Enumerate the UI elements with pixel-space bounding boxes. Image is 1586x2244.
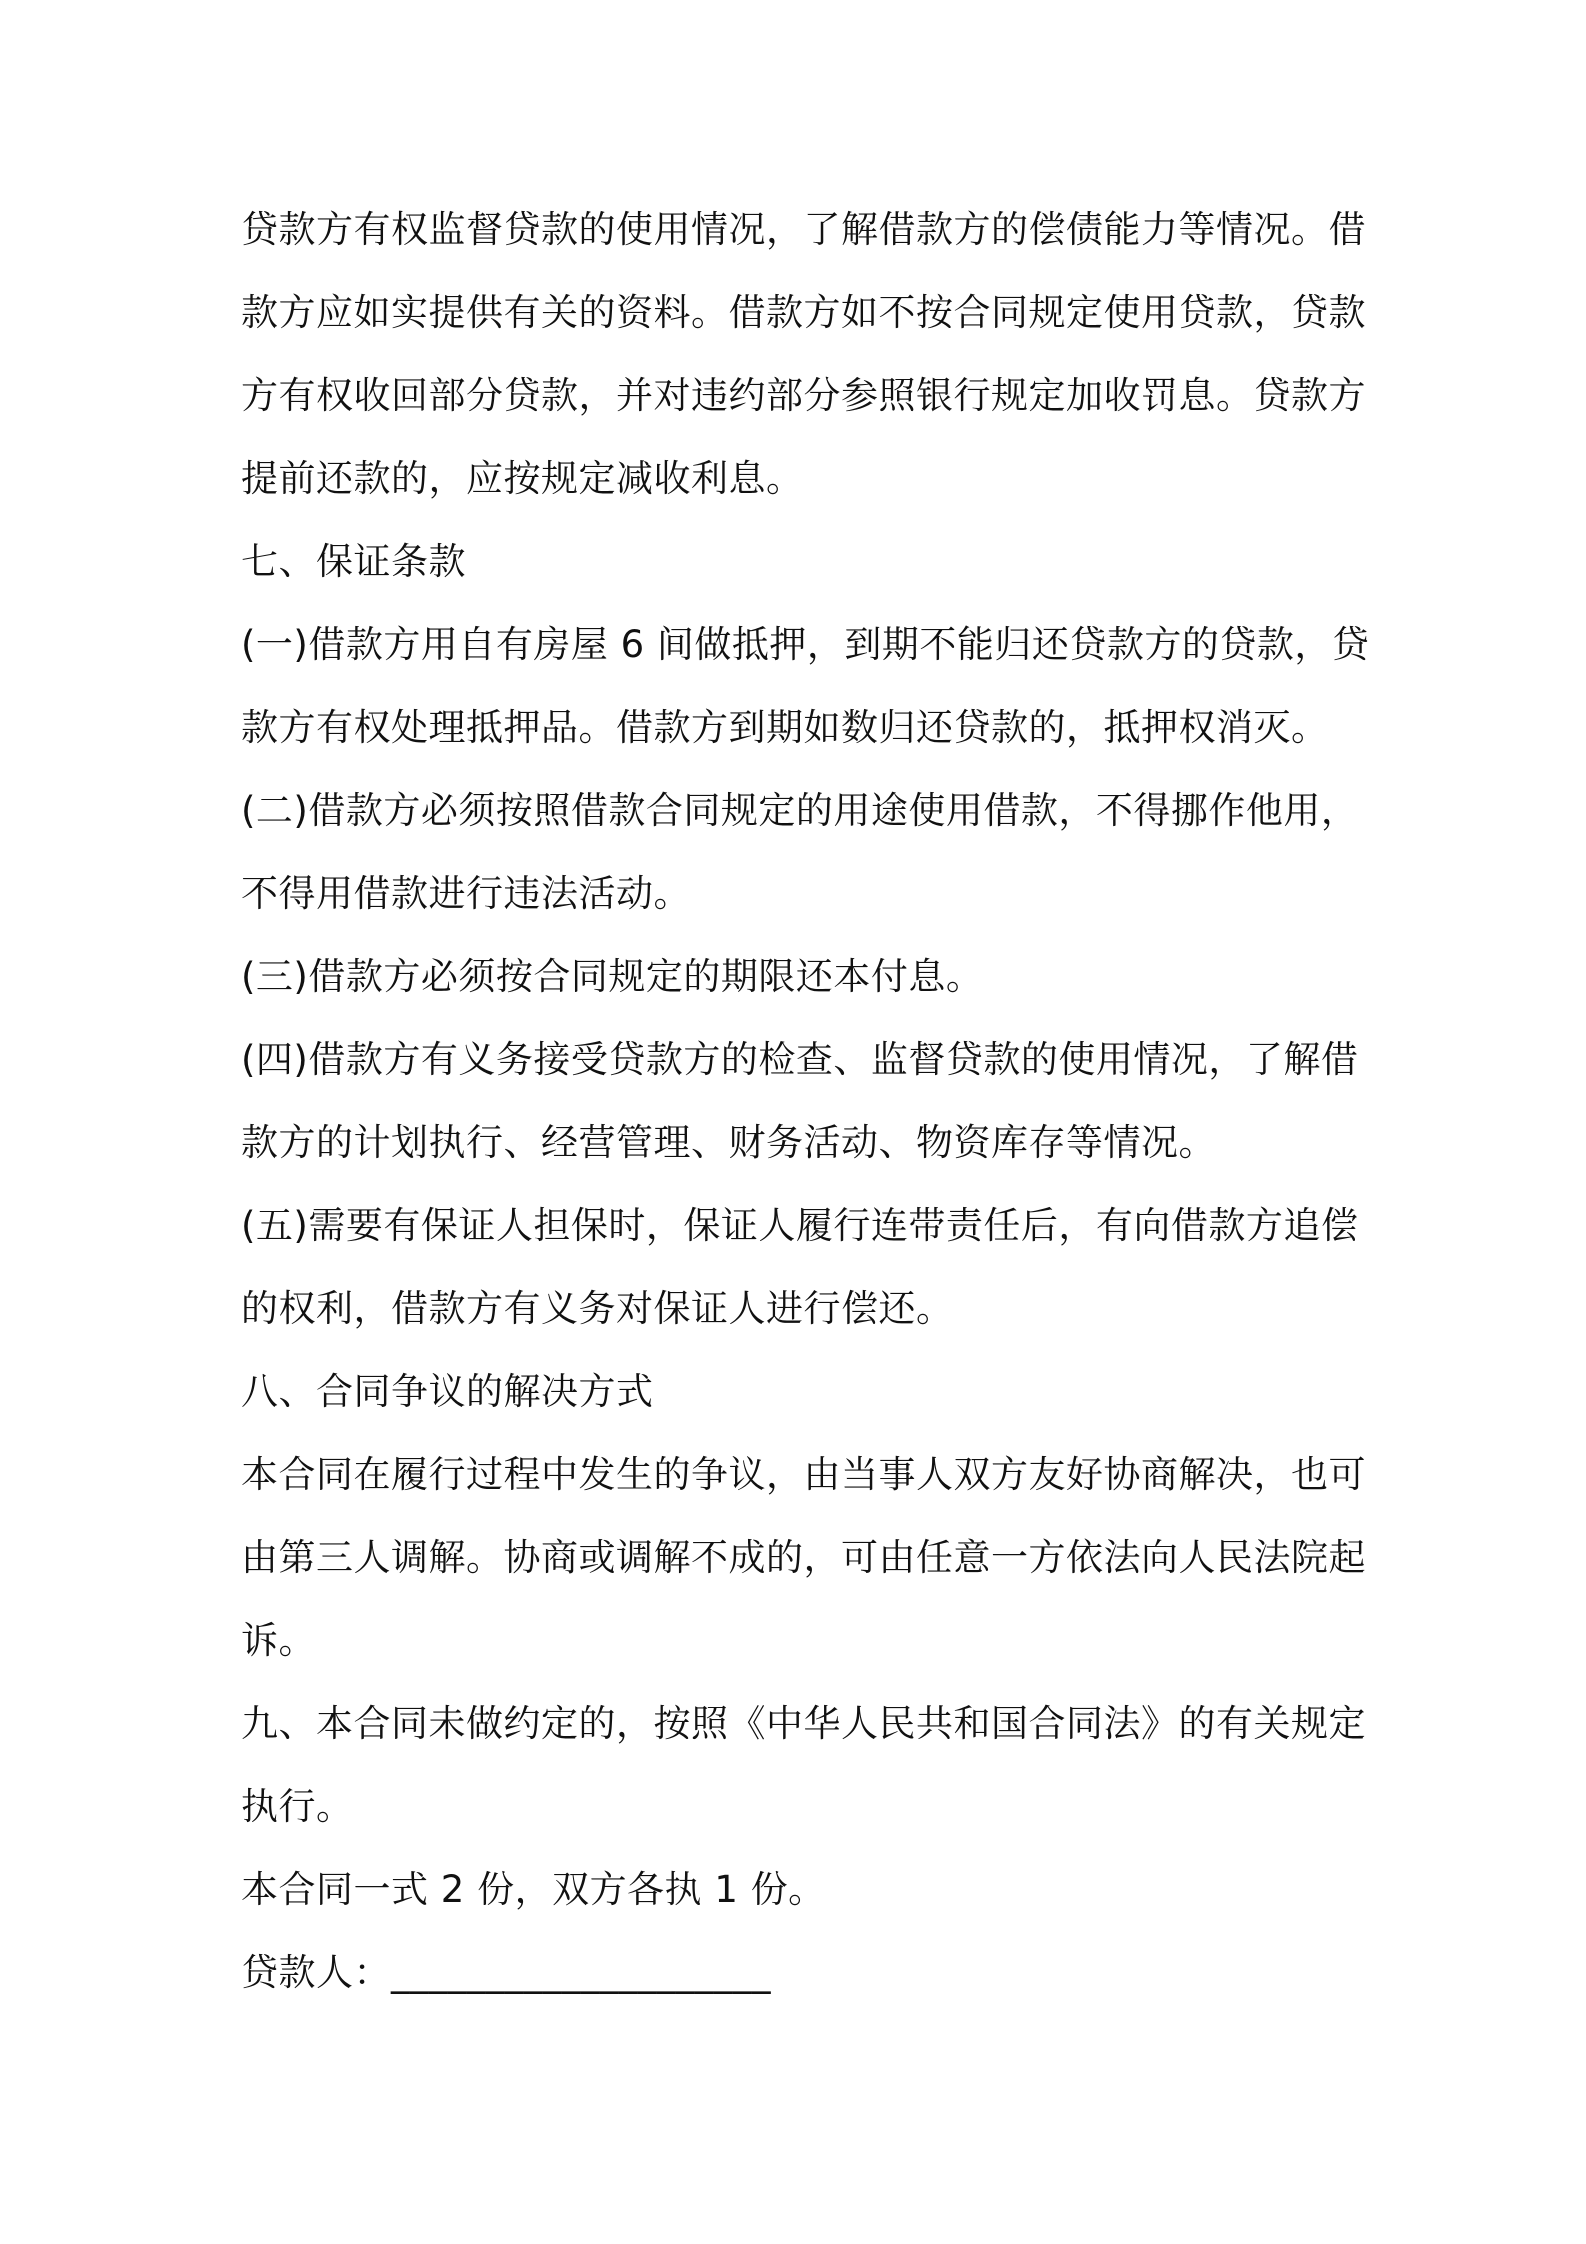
text-line: 不得用借款进行违法活动。 [241,872,691,915]
text-line: 的权利，借款方有义务对保证人进行偿还。 [241,1287,954,1330]
section-heading: 八、合同争议的解决方式 [241,1370,654,1413]
text-line: (二)借款方必须按照借款合同规定的用途使用借款，不得挪作他用， [241,789,1359,832]
text-line: 九、本合同未做约定的，按照《中华人民共和国合同法》的有关规定 [241,1702,1366,1745]
text-line: 由第三人调解。协商或调解不成的，可由任意一方依法向人民法院起 [241,1536,1366,1579]
text-line: (五)需要有保证人担保时，保证人履行连带责任后，有向借款方追偿 [241,1204,1359,1247]
text-line: 本合同一式 2 份，双方各执 1 份。 [241,1868,826,1911]
text-line: (四)借款方有义务接受贷款方的检查、监督贷款的使用情况，了解借 [241,1038,1359,1081]
text-line: 方有权收回部分贷款，并对违约部分参照银行规定加收罚息。贷款方 [241,374,1366,417]
signature-line-lender: 贷款人：____________________ [241,1951,771,1994]
text-line: 执行。 [241,1785,354,1828]
text-line: 本合同在履行过程中发生的争议，由当事人双方友好协商解决，也可 [241,1453,1366,1496]
text-line: 贷款方有权监督贷款的使用情况，了解借款方的偿债能力等情况。借 [241,208,1366,251]
text-line: 诉。 [241,1619,316,1662]
text-line: 款方应如实提供有关的资料。借款方如不按合同规定使用贷款，贷款 [241,291,1366,334]
text-line: 款方的计划执行、经营管理、财务活动、物资库存等情况。 [241,1121,1216,1164]
section-heading: 七、保证条款 [241,540,466,583]
text-line: 款方有权处理抵押品。借款方到期如数归还贷款的，抵押权消灭。 [241,706,1329,749]
text-line: (三)借款方必须按合同规定的期限还本付息。 [241,955,984,998]
text-line: (一)借款方用自有房屋 6 间做抵押，到期不能归还贷款方的贷款，贷 [241,623,1370,666]
text-line: 提前还款的，应按规定减收利息。 [241,457,804,500]
